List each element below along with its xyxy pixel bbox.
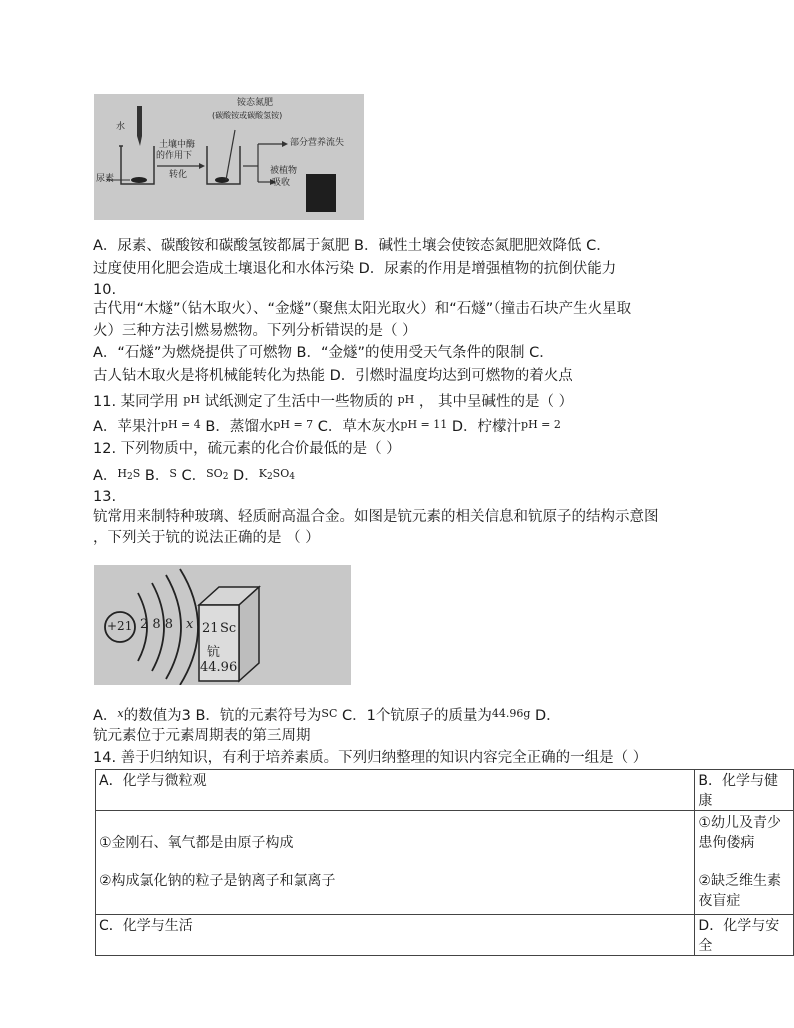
q13-option-d: D． (535, 708, 561, 724)
q12-formula-h2s: H2S (117, 467, 141, 482)
q14-a-item1: ①金刚石、氧气都是由原子构成 (99, 835, 294, 851)
q14-b-item2: ②缺乏维生素 (698, 873, 781, 889)
q11-stem-c: ， 其中呈碱性的是（ ） (418, 394, 574, 410)
outer-shell-x: x (186, 617, 194, 632)
soil-action-label-3: 转化 (169, 170, 188, 180)
q14-b-item1-cont: 患佝偻病 (698, 835, 755, 851)
urea-label: 尿素 (96, 174, 115, 184)
q11-option-c-ph: pH = 11 (400, 418, 448, 431)
q11-option-a: A．苹果汁 (93, 419, 161, 435)
q13-stem-line2: ，下列关于钪的说法正确的是 （ ） (93, 530, 320, 546)
q14-a-item2: ②构成氯化钠的粒子是钠离子和氯离子 (99, 873, 336, 889)
q11-stem-b: 试纸测定了生活中一些物质的 (204, 394, 394, 410)
q10-stem-line2: 火）三种方法引燃易燃物。下列分析错误的是（ ） (93, 323, 417, 339)
q14-cell-c-title: C．化学与生活 (96, 915, 695, 956)
q12-formula-so2: SO2 (206, 467, 229, 482)
q14-cell-d-title: D．化学与安全 (695, 915, 794, 956)
q11-option-b: B．蒸馏水 (205, 419, 274, 435)
q13-stem-line1: 钪常用来制特种玻璃、轻质耐高温合金。如图是钪元素的相关信息和钪原子的结构示意图 (93, 509, 659, 525)
q13-option-a: A． (93, 708, 118, 724)
q12-formula-k2so4: K2SO4 (258, 467, 295, 482)
element-name: 钪 (207, 645, 221, 660)
absorb-label-2: 吸收 (272, 178, 291, 188)
q13-options-line1 (93, 704, 561, 726)
q12-option-c: C． (181, 468, 207, 484)
q10-number: 10. (93, 282, 117, 298)
q14-cell-a-title: A．化学与微粒观 (96, 770, 695, 811)
q12-option-a: A． (93, 468, 118, 484)
electron-shells: 2 8 8 (140, 617, 174, 632)
q13-option-a-rest: 的数值为3 B．钪的元素符号为 (123, 708, 322, 724)
q14-cell-a-body (96, 811, 695, 915)
atomic-mass: 44.96 (200, 660, 238, 675)
atomic-number: 21 (202, 621, 219, 636)
q13-number: 13. (93, 489, 117, 505)
fertilizer-diagram (94, 94, 364, 220)
q10-options-line2: 古人钻木取火是将机械能转化为热能 D．引燃时温度均达到可燃物的着火点 (93, 368, 573, 384)
fertilizer-detail-label: (碳酸铵或碳酸氢铵) (212, 111, 283, 120)
q14-cell-b-title: B．化学与健康 (695, 770, 794, 811)
q11-stem (93, 390, 573, 412)
q12-option-d: D． (233, 468, 259, 484)
q14-cell-b-body (695, 811, 794, 915)
q13-options-line2: 钪元素位于元素周期表的第三周期 (93, 728, 311, 744)
q11-ph-term-2: pH (397, 393, 415, 406)
q12-option-b: B． (144, 468, 170, 484)
q9-options-line1: A．尿素、碳酸铵和碳酸氢铵都属于氮肥 B．碱性土壤会使铵态氮肥肥效降低 C． (93, 238, 611, 254)
soil-action-label-2: 的作用下 (156, 151, 193, 161)
q12-options (93, 464, 295, 487)
q14-b-item2-cont: 夜盲症 (698, 893, 741, 909)
water-label: 水 (116, 122, 126, 132)
q11-stem-a: 11. 某同学用 (93, 394, 179, 410)
q13-x: x (117, 707, 124, 720)
q14-table (95, 769, 794, 956)
q11-ph-term: pH (183, 393, 200, 406)
q11-option-a-ph: pH = 4 (160, 418, 201, 431)
q10-stem-line1: 古代用“木燧”（钻木取火）、“金燧”（聚焦太阳光取火）和“石燧”（撞击石块产生火星取 (93, 301, 632, 317)
q11-option-b-ph: pH = 7 (273, 418, 314, 431)
q11-options (93, 415, 561, 437)
scandium-figure (94, 565, 351, 685)
q12-stem: 12. 下列物质中，硫元素的化合价最低的是（ ） (93, 441, 401, 457)
q14-b-item1: ①幼儿及青少 (698, 815, 781, 831)
element-symbol: Sc (220, 621, 237, 636)
q11-option-c: C．草木灰水 (317, 419, 401, 435)
soil-action-label-1: 土壤中酶 (159, 140, 196, 150)
q9-options-line2: 过度使用化肥会造成土壤退化和水体污染 D．尿素的作用是增强植物的抗倒伏能力 (93, 261, 617, 277)
q13-option-c: C．1个钪原子的质量为 (341, 708, 492, 724)
q13-mass: 44.96g (491, 707, 531, 720)
q10-options-line1: A．“石燧”为燃烧提供了可燃物 B．“金燧”的使用受天气条件的限制 C． (93, 345, 554, 361)
nutrient-loss-label: 部分营养流失 (290, 138, 345, 148)
q11-option-d: D．柠檬汁 (451, 419, 522, 435)
q13-sc-symbol: SC (321, 707, 338, 720)
fertilizer-label: 铵态氮肥 (237, 98, 274, 108)
nucleus-charge: +21 (107, 619, 133, 633)
q14-stem: 14. 善于归纳知识，有利于培养素质。下列归纳整理的知识内容完全正确的一组是（ ） (93, 750, 648, 766)
q11-option-d-ph: pH = 2 (521, 418, 561, 431)
q12-formula-s: S (169, 467, 177, 480)
absorb-label-1: 被植物 (270, 166, 298, 176)
